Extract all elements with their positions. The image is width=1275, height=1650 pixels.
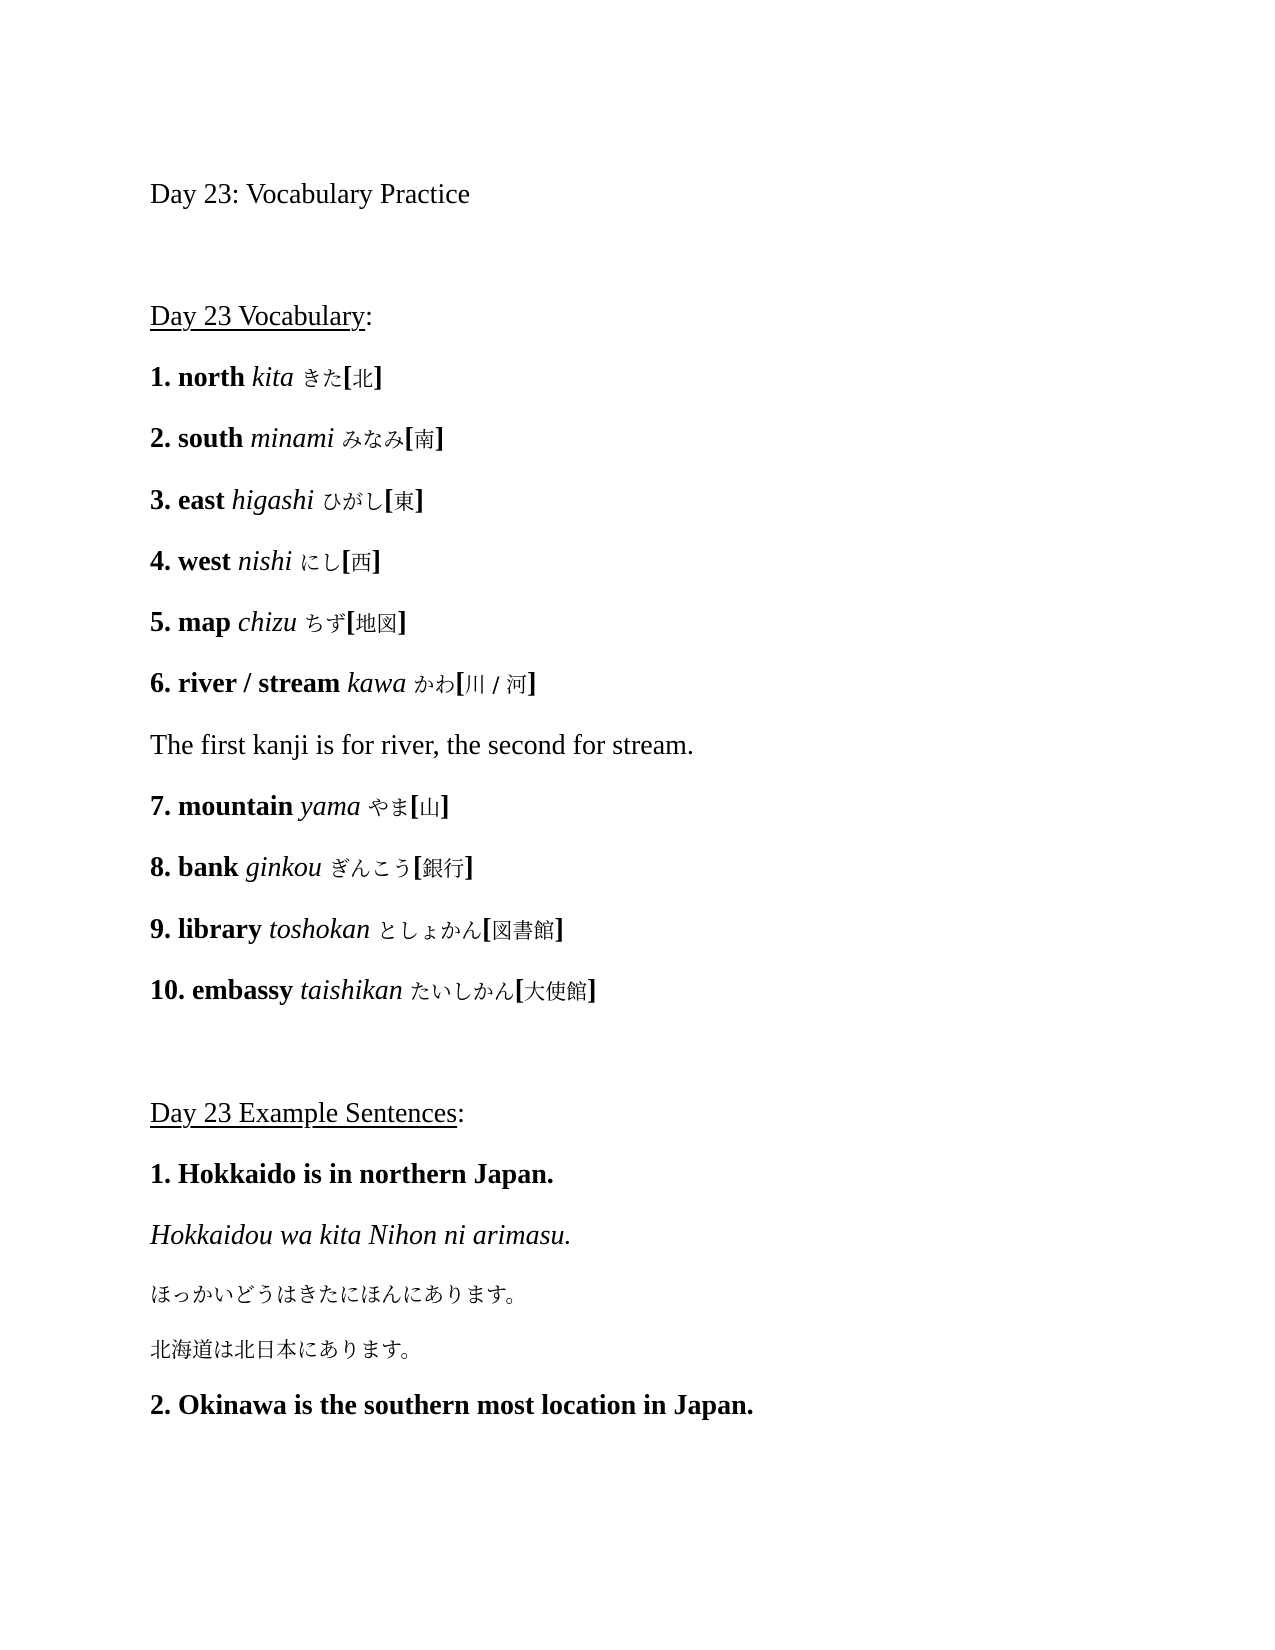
vocab-english: bank (178, 852, 239, 883)
vocab-kana: にし (299, 551, 342, 575)
vocab-item: 8. bank ginkou ぎんこう[銀行] (150, 852, 474, 883)
vocab-kana: ひがし (321, 490, 385, 514)
vocab-kana: ぎんこう (328, 857, 413, 881)
sentences-heading-line (150, 1097, 465, 1131)
vocab-item: 10. embassy taishikan たいしかん[大使館] (150, 975, 597, 1006)
vocab-romaji: ginkou (245, 852, 322, 883)
vocab-romaji: nishi (237, 546, 293, 577)
sentence-english: 2. Okinawa is the southern most location in Japan. (150, 1390, 754, 1421)
page-title: Day 23: Vocabulary Practice (150, 179, 471, 210)
vocab-number: 9. (150, 914, 171, 945)
vocab-heading: Day 23 Vocabulary (150, 301, 366, 332)
vocab-item: 3. east higashi ひがし[東] (150, 485, 424, 516)
vocab-number: 10. (150, 975, 185, 1006)
vocab-kanji: 東 (393, 490, 415, 514)
vocab-kana: みなみ (341, 428, 405, 452)
sentence-english: 1. Hokkaido is in northern Japan. (150, 1159, 554, 1190)
vocab-kanji: 川 / 河 (464, 673, 528, 697)
vocab-heading-colon: : (365, 301, 373, 332)
vocab-english: mountain (178, 791, 294, 822)
vocab-romaji: higashi (231, 485, 315, 516)
vocab-item: 2. south minami みなみ[南] (150, 423, 445, 454)
vocab-kanji: 地図 (355, 612, 398, 636)
vocab-kanji: 南 (413, 428, 435, 452)
document-page (150, 0, 1150, 1650)
sentence-kana: ほっかいどうはきたにほんにあります。 (150, 1283, 527, 1307)
sentences-heading-colon: : (457, 1098, 465, 1129)
vocab-item: 4. west nishi にし[西] (150, 546, 381, 577)
vocab-item: 9. library toshokan としょかん[図書館] (150, 914, 564, 945)
vocab-item: 1. north kita きた[北] (150, 362, 383, 393)
vocab-kanji: 図書館 (491, 919, 555, 943)
vocab-number: 1. (150, 362, 171, 393)
vocab-number: 4. (150, 546, 171, 577)
vocab-english: map (178, 607, 231, 638)
vocab-kana: かわ (413, 673, 456, 697)
vocab-romaji: yama (300, 791, 361, 822)
vocab-romaji: kawa (347, 668, 407, 699)
vocab-number: 8. (150, 852, 171, 883)
vocab-kana: やま (367, 796, 410, 820)
vocab-romaji: toshokan (269, 914, 371, 945)
vocab-heading-line (150, 300, 373, 334)
vocab-kanji: 銀行 (422, 857, 465, 881)
vocab-number: 7. (150, 791, 171, 822)
vocab-english: library (178, 914, 262, 945)
vocab-romaji: minami (250, 423, 335, 454)
vocab-kana: たいしかん (409, 980, 515, 1004)
vocab-number: 3. (150, 485, 171, 516)
vocab-romaji: kita (251, 362, 294, 393)
sentence-kanji: 北海道は北日本にあります。 (150, 1338, 422, 1362)
vocab-romaji: taishikan (300, 975, 403, 1006)
vocab-number: 2. (150, 423, 171, 454)
vocab-kanji: 山 (419, 796, 441, 820)
sentence-romaji: Hokkaidou wa kita Nihon ni arimasu. (150, 1220, 572, 1251)
sentences-heading: Day 23 Example Sentences (150, 1098, 458, 1129)
vocab-kanji: 西 (350, 551, 372, 575)
vocab-kana: ちず (304, 612, 347, 636)
vocab-item: 7. mountain yama やま[山] (150, 791, 450, 822)
vocab-kanji: 大使館 (524, 980, 588, 1004)
vocab-number: 6. (150, 668, 171, 699)
vocab-english: west (178, 546, 231, 577)
vocab-english: embassy (192, 975, 294, 1006)
vocab-number: 5. (150, 607, 171, 638)
vocab-english: north (178, 362, 245, 393)
vocab-kanji: 北 (352, 367, 374, 391)
vocab-romaji: chizu (237, 607, 298, 638)
vocab-item: 6. river / stream kawa かわ[川 / 河] (150, 668, 537, 699)
vocab-item: 5. map chizu ちず[地図] (150, 607, 407, 638)
vocab-kana: としょかん (377, 919, 483, 943)
vocab-english: river / stream (178, 668, 341, 699)
vocab-english: east (178, 485, 225, 516)
vocab-english: south (178, 423, 244, 454)
vocab-kana: きた (300, 367, 343, 391)
vocab-note: The first kanji is for river, the second for stream. (150, 730, 694, 761)
